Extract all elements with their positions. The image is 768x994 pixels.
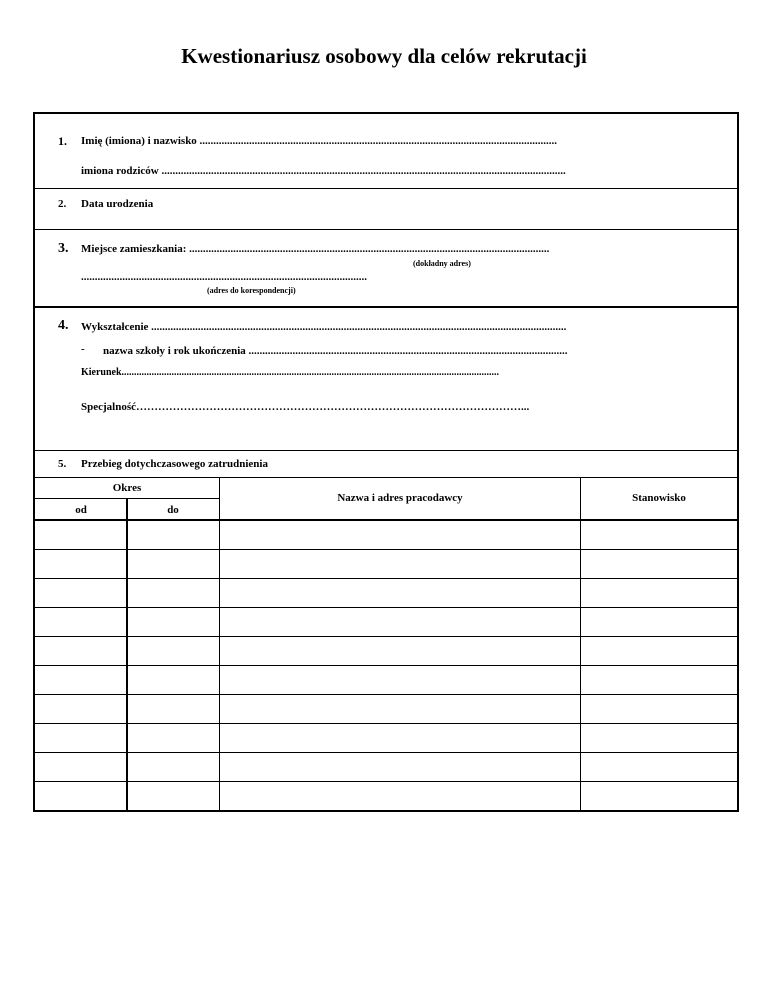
cell-do[interactable] <box>128 666 218 693</box>
cell-employer[interactable] <box>220 608 579 635</box>
cell-employer[interactable] <box>220 550 579 577</box>
address-hint: (dokładny adres) <box>413 259 471 268</box>
cell-od[interactable] <box>35 550 125 577</box>
divider <box>35 229 737 230</box>
birthdate-field[interactable]: Data urodzenia <box>81 198 154 210</box>
name-field[interactable]: Imię (imiona) i nazwisko .................................................................................................................................. <box>81 135 558 147</box>
cell-do[interactable] <box>128 579 218 606</box>
cell-position[interactable] <box>581 608 736 635</box>
header-do: do <box>167 504 179 516</box>
parents-names-field[interactable]: imiona rodziców ................................................................................................................................................... <box>81 165 566 177</box>
address-field[interactable]: Miejsce zamieszkania: ................................................................................................................................... <box>81 243 550 255</box>
cell-od[interactable] <box>35 666 125 693</box>
cell-od[interactable] <box>35 753 125 780</box>
cell-position[interactable] <box>581 579 736 606</box>
header-od: od <box>75 504 87 516</box>
cell-od[interactable] <box>35 782 125 809</box>
header-employer: Nazwa i adres pracodawcy <box>337 492 463 504</box>
cell-position[interactable] <box>581 666 736 693</box>
cell-employer[interactable] <box>220 695 579 722</box>
cell-od[interactable] <box>35 724 125 751</box>
correspondence-hint: (adres do korespondencji) <box>207 286 296 295</box>
list-dash: - <box>81 343 85 355</box>
cell-do[interactable] <box>128 782 218 809</box>
section-number: 4. <box>58 318 69 333</box>
section-number: 1. <box>58 134 67 148</box>
cell-position[interactable] <box>581 753 736 780</box>
divider <box>35 477 737 478</box>
header-okres: Okres <box>112 482 142 494</box>
cell-employer[interactable] <box>220 520 579 547</box>
cell-employer[interactable] <box>220 579 579 606</box>
cell-position[interactable] <box>581 550 736 577</box>
cell-employer[interactable] <box>220 724 579 751</box>
cell-position[interactable] <box>581 782 736 809</box>
field-of-study-field[interactable]: Kierunek....................................................................................................................................................... <box>81 367 500 378</box>
divider <box>35 450 737 451</box>
cell-do[interactable] <box>128 695 218 722</box>
employment-heading: Przebieg dotychczasowego zatrudnienia <box>81 458 268 470</box>
cell-do[interactable] <box>128 724 218 751</box>
cell-employer[interactable] <box>220 753 579 780</box>
cell-employer[interactable] <box>220 666 579 693</box>
specialization-field[interactable]: Specjalność……………………………………………………………………………………………... <box>81 401 530 413</box>
cell-position[interactable] <box>581 637 736 664</box>
questionnaire-form <box>33 112 739 812</box>
cell-position[interactable] <box>581 695 736 722</box>
cell-position[interactable] <box>581 724 736 751</box>
cell-employer[interactable] <box>220 782 579 809</box>
cell-od[interactable] <box>35 579 125 606</box>
education-field[interactable]: Wykształcenie ....................................................................................................................................................... <box>81 321 567 333</box>
section-number: 2. <box>58 198 67 210</box>
cell-position[interactable] <box>581 520 736 547</box>
cell-do[interactable] <box>128 637 218 664</box>
page-title: Kwestionariusz osobowy dla celów rekrutacji <box>181 44 587 68</box>
cell-do[interactable] <box>128 753 218 780</box>
cell-do[interactable] <box>128 608 218 635</box>
divider <box>35 306 737 308</box>
cell-od[interactable] <box>35 637 125 664</box>
cell-od[interactable] <box>35 695 125 722</box>
cell-od[interactable] <box>35 520 125 547</box>
cell-employer[interactable] <box>220 637 579 664</box>
correspondence-address-field[interactable]: ........................................................................................................ <box>81 271 367 283</box>
cell-od[interactable] <box>35 608 125 635</box>
school-field[interactable]: nazwa szkoły i rok ukończenia .................................................................................................................... <box>103 345 568 357</box>
divider <box>35 188 737 189</box>
section-number: 5. <box>58 458 67 470</box>
header-position: Stanowisko <box>632 492 686 504</box>
cell-do[interactable] <box>128 550 218 577</box>
section-number: 3. <box>58 241 69 256</box>
cell-do[interactable] <box>128 520 218 547</box>
